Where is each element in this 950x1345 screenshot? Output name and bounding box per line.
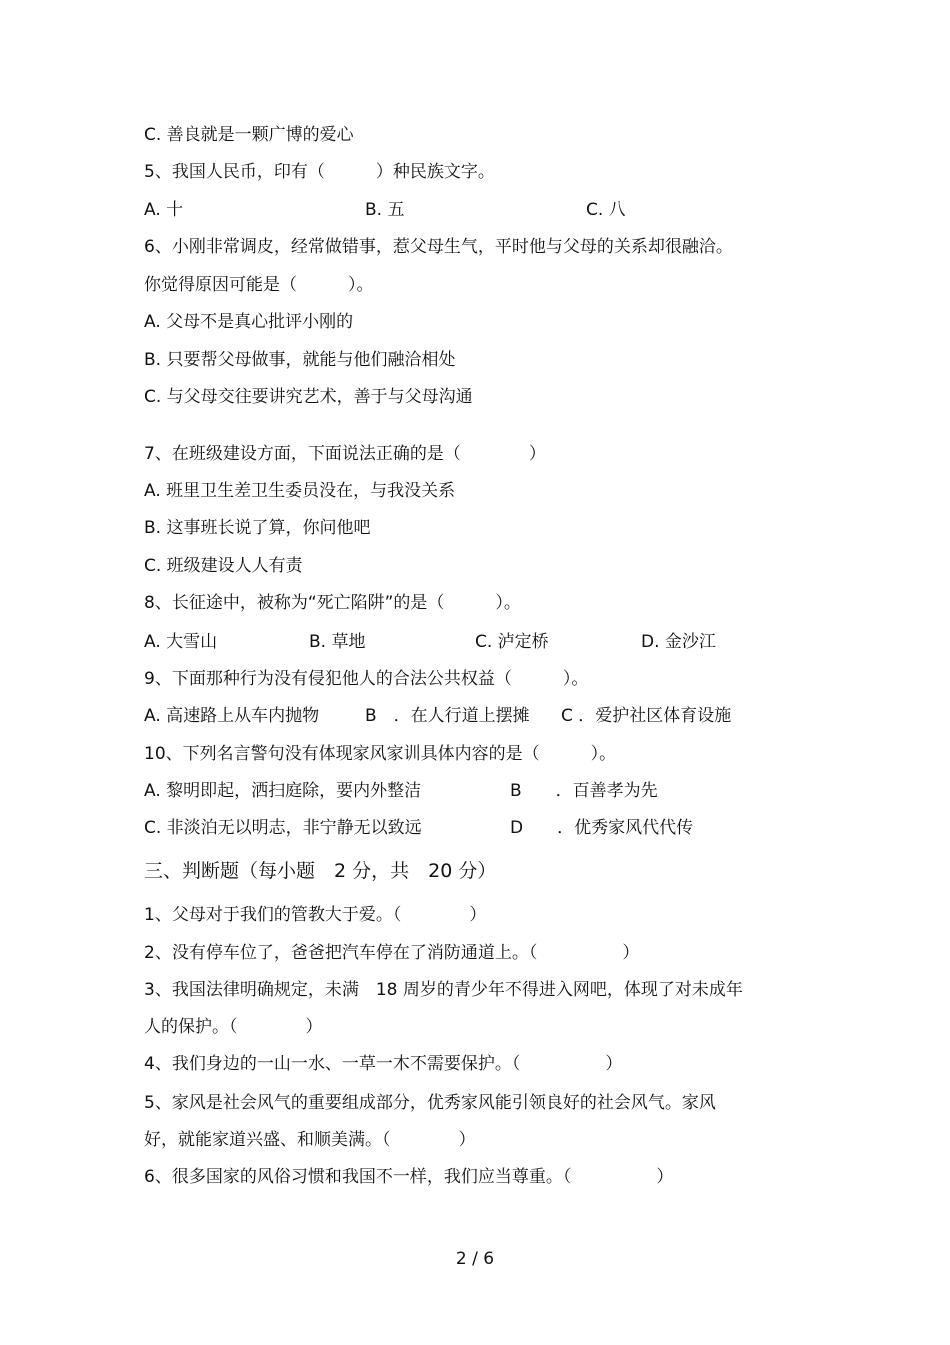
q4-option-c: C. 善良就是一颗广博的爱心 bbox=[144, 125, 354, 145]
q10-text: 10、下列名言警句没有体现家风家训具体内容的是（ ）。 bbox=[144, 744, 617, 764]
judgment-5-line2: 好，就能家道兴盛、和顺美满。（ ） bbox=[144, 1130, 476, 1150]
q8-option-c: C. 泸定桥 bbox=[475, 632, 549, 652]
q10-option-d: D ．优秀家风代代传 bbox=[510, 818, 694, 838]
q5-option-c: C. 八 bbox=[586, 200, 626, 220]
q8-option-a: A. 大雪山 bbox=[144, 632, 218, 652]
q10-option-a: A. 黎明即起，洒扫庭除，要内外整洁 bbox=[144, 781, 422, 801]
q9-option-a: A. 高速路上从车内抛物 bbox=[144, 706, 320, 726]
q6-option-b: B. 只要帮父母做事，就能与他们融洽相处 bbox=[144, 350, 456, 370]
page-number: 2 / 6 bbox=[455, 1249, 495, 1269]
q7-option-a: A. 班里卫生差卫生委员没在，与我没关系 bbox=[144, 481, 456, 501]
q6-option-a: A. 父母不是真心批评小刚的 bbox=[144, 312, 354, 332]
judgment-6: 6、很多国家的风俗习惯和我国不一样，我们应当尊重。（ ） bbox=[144, 1167, 674, 1187]
q6-text-line2: 你觉得原因可能是（ ）。 bbox=[144, 275, 374, 295]
q5-text: 5、我国人民币，印有（ ）种民族文字。 bbox=[144, 162, 495, 182]
judgment-3-line1: 3、我国法律明确规定，未满 18 周岁的青少年不得进入网吧，体现了对未成年 bbox=[144, 980, 743, 1000]
judgment-5-line1: 5、家风是社会风气的重要组成部分，优秀家风能引领良好的社会风气。家风 bbox=[144, 1093, 716, 1113]
q10-option-c: C. 非淡泊无以明志，非宁静无以致远 bbox=[144, 818, 422, 838]
judgment-1: 1、父母对于我们的管教大于爱。（ ） bbox=[144, 905, 487, 925]
q9-option-b: B ．在人行道上摆摊 bbox=[365, 706, 530, 726]
q9-text: 9、下面那种行为没有侵犯他人的合法公共权益（ ）。 bbox=[144, 669, 589, 689]
judgment-2: 2、没有停车位了，爸爸把汽车停在了消防通道上。（ ） bbox=[144, 943, 640, 963]
q7-option-b: B. 这事班长说了算，你问他吧 bbox=[144, 518, 371, 538]
q10-option-b: B ．百善孝为先 bbox=[510, 781, 658, 801]
q9-option-c: C ．爱护社区体育设施 bbox=[561, 706, 732, 726]
q7-text: 7、在班级建设方面，下面说法正确的是（ ） bbox=[144, 444, 546, 464]
q8-option-d: D. 金沙江 bbox=[641, 632, 716, 652]
judgment-4: 4、我们身边的一山一水、一草一木不需要保护。（ ） bbox=[144, 1054, 623, 1074]
q8-option-b: B. 草地 bbox=[309, 632, 366, 652]
q6-option-c: C. 与父母交往要讲究艺术，善于与父母沟通 bbox=[144, 387, 473, 407]
q7-option-c: C. 班级建设人人有责 bbox=[144, 556, 303, 576]
section-3-title: 三、判断题（每小题 2 分，共 20 分） bbox=[144, 860, 497, 882]
q8-text: 8、长征途中，被称为“死亡陷阱”的是（ ）。 bbox=[144, 593, 521, 613]
q5-option-a: A. 十 bbox=[144, 200, 184, 220]
q5-option-b: B. 五 bbox=[365, 200, 405, 220]
q6-text-line1: 6、小刚非常调皮，经常做错事，惹父母生气，平时他与父母的关系却很融洽。 bbox=[144, 237, 733, 257]
judgment-3-line2: 人的保护。（ ） bbox=[144, 1017, 323, 1037]
